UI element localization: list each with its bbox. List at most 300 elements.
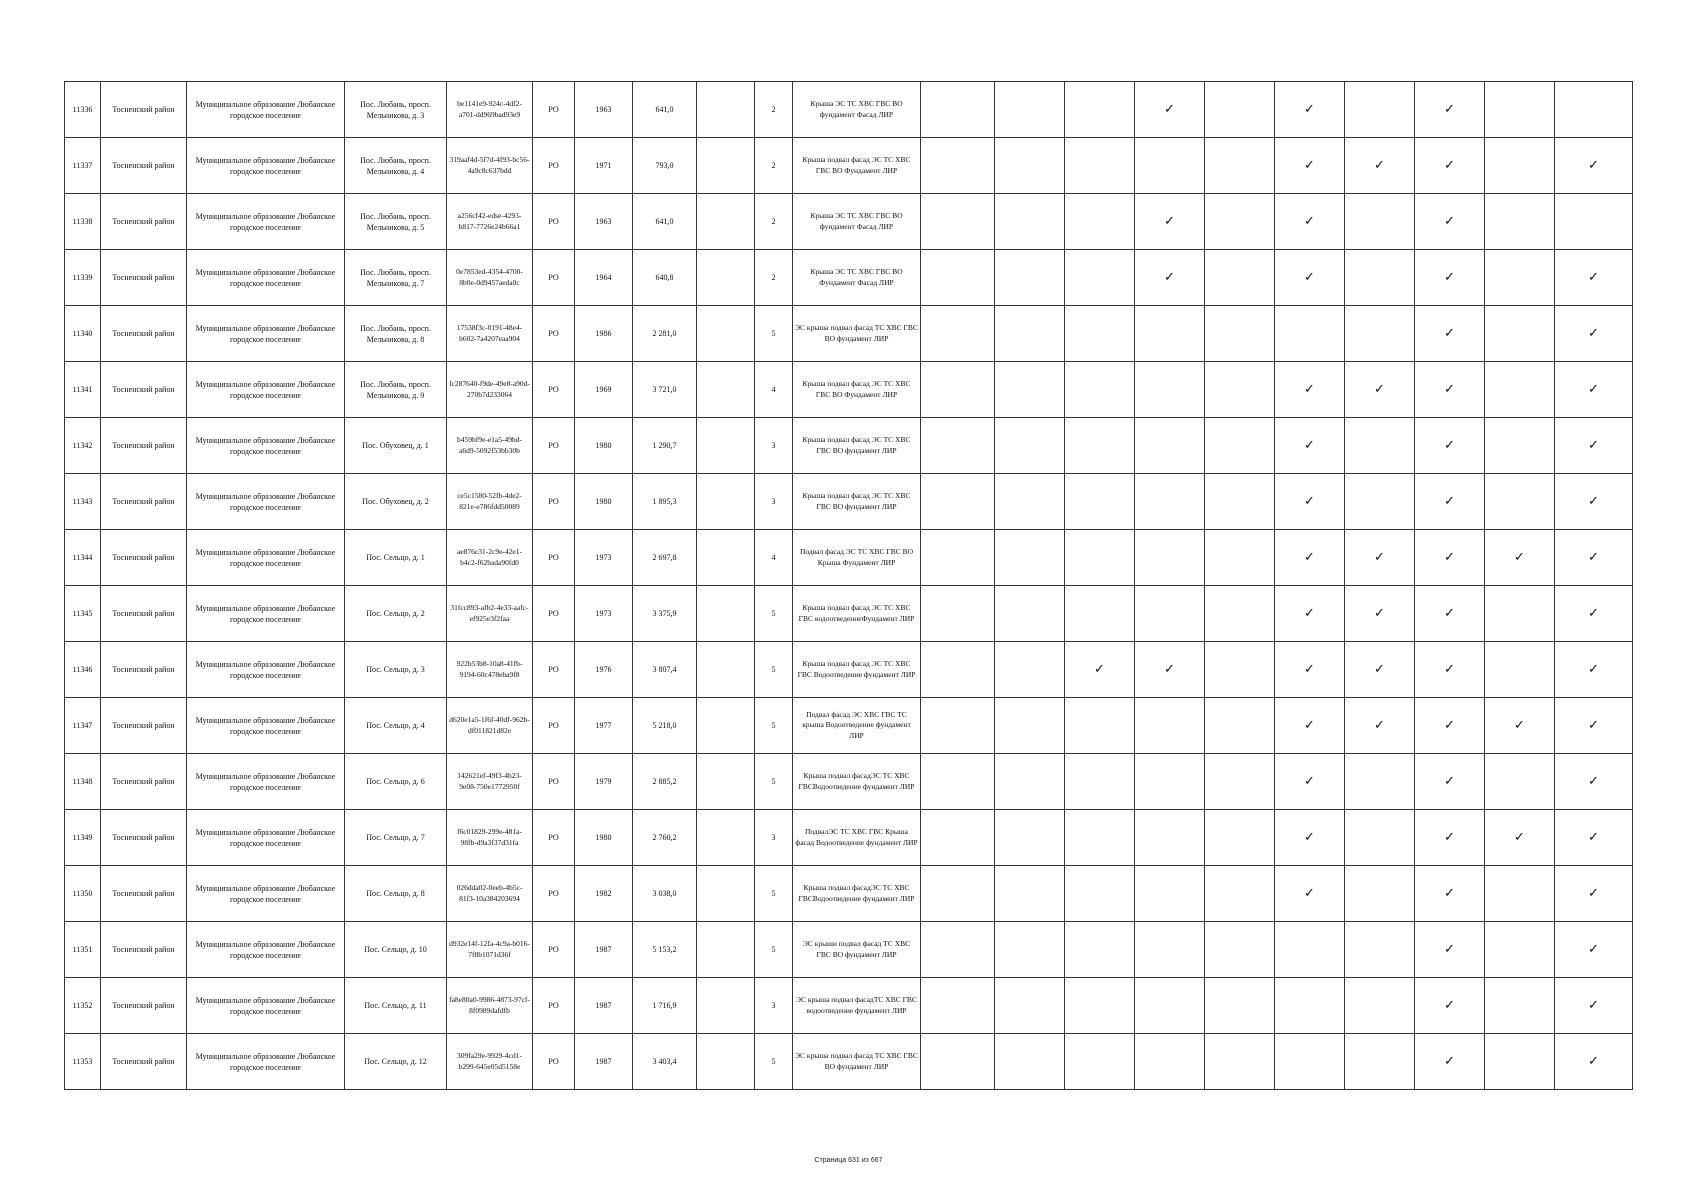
check-mark-cell: ✓ <box>1345 530 1415 586</box>
municipality-cell: Муниципальное образование Любанское городское поселение <box>187 922 345 978</box>
check-mark-cell: ✓ <box>1135 194 1205 250</box>
area-cell: 1 895,3 <box>633 474 697 530</box>
check-mark-cell: ✓ <box>1135 82 1205 138</box>
build-year-cell: 1987 <box>575 978 633 1034</box>
empty-check-cell <box>1135 586 1205 642</box>
empty-check-cell <box>995 362 1065 418</box>
empty-check-cell <box>1485 978 1555 1034</box>
empty-check-cell <box>921 530 995 586</box>
table-row <box>65 530 1633 586</box>
works-list-cell: Крыша подвал фасад ЭС ТС ХВС ГВС ВО фундамент ЛИР <box>793 418 921 474</box>
empty-check-cell <box>1135 810 1205 866</box>
table-row <box>65 810 1633 866</box>
check-mark-cell: ✓ <box>1415 418 1485 474</box>
row-number-cell: 11346 <box>65 642 101 698</box>
build-year-cell: 1973 <box>575 586 633 642</box>
empty-check-cell <box>995 82 1065 138</box>
empty-check-cell <box>1205 754 1275 810</box>
build-year-cell: 1971 <box>575 138 633 194</box>
floors-cell: 3 <box>755 978 793 1034</box>
address-cell: Пос. Обуховец, д. 2 <box>345 474 447 530</box>
empty-check-cell <box>921 754 995 810</box>
build-year-cell: 1973 <box>575 530 633 586</box>
build-year-cell: 1969 <box>575 362 633 418</box>
empty-check-cell <box>1275 978 1345 1034</box>
housing-register-table <box>64 81 1633 1090</box>
area-cell: 1 716,9 <box>633 978 697 1034</box>
fund-type-cell: РО <box>533 418 575 474</box>
empty-check-cell <box>1065 194 1135 250</box>
empty-check-cell <box>995 530 1065 586</box>
table-row <box>65 586 1633 642</box>
build-year-cell: 1976 <box>575 642 633 698</box>
municipality-cell: Муниципальное образование Любанское городское поселение <box>187 754 345 810</box>
empty-check-cell <box>1065 698 1135 754</box>
area-cell: 2 885,2 <box>633 754 697 810</box>
check-mark-cell: ✓ <box>1345 138 1415 194</box>
empty-check-cell <box>1205 194 1275 250</box>
check-mark-cell: ✓ <box>1415 306 1485 362</box>
row-number-cell: 11339 <box>65 250 101 306</box>
check-mark-cell: ✓ <box>1555 474 1633 530</box>
empty-check-cell <box>1345 866 1415 922</box>
empty-check-cell <box>1065 978 1135 1034</box>
empty-cell <box>697 698 755 754</box>
fund-type-cell: РО <box>533 362 575 418</box>
row-number-cell: 11341 <box>65 362 101 418</box>
check-mark-cell: ✓ <box>1415 250 1485 306</box>
build-year-cell: 1980 <box>575 474 633 530</box>
empty-check-cell <box>1345 474 1415 530</box>
empty-check-cell <box>1065 866 1135 922</box>
district-cell: Тосненский район <box>101 810 187 866</box>
empty-check-cell <box>1275 1034 1345 1090</box>
check-mark-cell: ✓ <box>1345 362 1415 418</box>
empty-check-cell <box>1065 138 1135 194</box>
empty-cell <box>697 978 755 1034</box>
check-mark-cell: ✓ <box>1415 194 1485 250</box>
empty-check-cell <box>1555 194 1633 250</box>
check-mark-cell: ✓ <box>1275 754 1345 810</box>
empty-check-cell <box>1485 922 1555 978</box>
empty-check-cell <box>1135 138 1205 194</box>
empty-check-cell <box>1135 922 1205 978</box>
empty-check-cell <box>1065 362 1135 418</box>
build-year-cell: 1964 <box>575 250 633 306</box>
empty-check-cell <box>1205 922 1275 978</box>
house-guid-cell: fa8e80a0-9986-4873-97cf-8f0989dafdfb <box>447 978 533 1034</box>
empty-check-cell <box>1485 82 1555 138</box>
house-guid-cell: ce5c1580-52fb-4de2-821e-e786fdd50089 <box>447 474 533 530</box>
works-list-cell: Подвал фасад ЭС ХВС ГВС ТС крыша Водоотведение фундамент ЛИР <box>793 698 921 754</box>
municipality-cell: Муниципальное образование Любанское городское поселение <box>187 530 345 586</box>
house-guid-cell: be1141e9-924c-4df2-a701-dd969bad93e9 <box>447 82 533 138</box>
check-mark-cell: ✓ <box>1555 418 1633 474</box>
empty-check-cell <box>1205 866 1275 922</box>
row-number-cell: 11338 <box>65 194 101 250</box>
build-year-cell: 1980 <box>575 418 633 474</box>
check-mark-cell: ✓ <box>1415 866 1485 922</box>
check-mark-cell: ✓ <box>1275 698 1345 754</box>
empty-cell <box>697 586 755 642</box>
municipality-cell: Муниципальное образование Любанское городское поселение <box>187 362 345 418</box>
empty-check-cell <box>921 586 995 642</box>
empty-check-cell <box>1205 362 1275 418</box>
empty-cell <box>697 1034 755 1090</box>
check-mark-cell: ✓ <box>1555 642 1633 698</box>
empty-check-cell <box>921 194 995 250</box>
address-cell: Пос. Сельцо, д. 1 <box>345 530 447 586</box>
works-list-cell: Крыша подвал фасад ЭС ТС ХВС ГВС водоотведениеФундамент ЛИР <box>793 586 921 642</box>
empty-check-cell <box>995 306 1065 362</box>
works-list-cell: Крыша ЭС ТС ХВС ГВС ВО фундамент Фасад ЛИР <box>793 194 921 250</box>
table-row <box>65 698 1633 754</box>
municipality-cell: Муниципальное образование Любанское городское поселение <box>187 810 345 866</box>
check-mark-cell: ✓ <box>1275 530 1345 586</box>
empty-check-cell <box>995 586 1065 642</box>
row-number-cell: 11342 <box>65 418 101 474</box>
empty-check-cell <box>1065 530 1135 586</box>
floors-cell: 3 <box>755 418 793 474</box>
floors-cell: 5 <box>755 698 793 754</box>
district-cell: Тосненский район <box>101 250 187 306</box>
area-cell: 641,0 <box>633 194 697 250</box>
empty-check-cell <box>1065 1034 1135 1090</box>
table-body <box>65 82 1633 1090</box>
empty-check-cell <box>1275 922 1345 978</box>
works-list-cell: ЭС крыша подвал фасад ТС ХВС ГВС ВО фундамент ЛИР <box>793 306 921 362</box>
check-mark-cell: ✓ <box>1555 978 1633 1034</box>
row-number-cell: 11350 <box>65 866 101 922</box>
row-number-cell: 11343 <box>65 474 101 530</box>
empty-check-cell <box>921 642 995 698</box>
area-cell: 3 038,0 <box>633 866 697 922</box>
table-row <box>65 642 1633 698</box>
empty-check-cell <box>1135 866 1205 922</box>
works-list-cell: ЭС крыша подвал фасадТС ХВС ГВС водоотведение фундамент ЛИР <box>793 978 921 1034</box>
address-cell: Пос. Любань, просп. Мельникова, д. 9 <box>345 362 447 418</box>
fund-type-cell: РО <box>533 194 575 250</box>
page-footer: Страница 631 из 667 <box>814 1157 883 1164</box>
check-mark-cell: ✓ <box>1275 866 1345 922</box>
municipality-cell: Муниципальное образование Любанское городское поселение <box>187 586 345 642</box>
empty-check-cell <box>1135 530 1205 586</box>
floors-cell: 5 <box>755 642 793 698</box>
area-cell: 2 697,8 <box>633 530 697 586</box>
check-mark-cell: ✓ <box>1275 586 1345 642</box>
check-mark-cell: ✓ <box>1275 642 1345 698</box>
fund-type-cell: РО <box>533 866 575 922</box>
empty-check-cell <box>921 1034 995 1090</box>
check-mark-cell: ✓ <box>1275 474 1345 530</box>
empty-check-cell <box>1485 474 1555 530</box>
area-cell: 3 721,0 <box>633 362 697 418</box>
empty-cell <box>697 866 755 922</box>
check-mark-cell: ✓ <box>1275 810 1345 866</box>
fund-type-cell: РО <box>533 922 575 978</box>
works-list-cell: Подвал фасад ЭС ТС ХВС ГВС ВО Крыша Фундамент ЛИР <box>793 530 921 586</box>
build-year-cell: 1982 <box>575 866 633 922</box>
empty-check-cell <box>1485 194 1555 250</box>
check-mark-cell: ✓ <box>1415 82 1485 138</box>
empty-check-cell <box>921 418 995 474</box>
district-cell: Тосненский район <box>101 922 187 978</box>
empty-check-cell <box>1065 810 1135 866</box>
address-cell: Пос. Сельцо, д. 10 <box>345 922 447 978</box>
district-cell: Тосненский район <box>101 474 187 530</box>
address-cell: Пос. Сельцо, д. 8 <box>345 866 447 922</box>
empty-check-cell <box>921 82 995 138</box>
build-year-cell: 1979 <box>575 754 633 810</box>
empty-cell <box>697 138 755 194</box>
works-list-cell: ЭС крыша подвал фасад ТС ХВС ГВС ВО фундамент ЛИР <box>793 1034 921 1090</box>
check-mark-cell: ✓ <box>1275 194 1345 250</box>
municipality-cell: Муниципальное образование Любанское городское поселение <box>187 866 345 922</box>
check-mark-cell: ✓ <box>1065 642 1135 698</box>
address-cell: Пос. Любань, просп. Мельникова, д. 8 <box>345 306 447 362</box>
empty-check-cell <box>1345 418 1415 474</box>
fund-type-cell: РО <box>533 1034 575 1090</box>
empty-check-cell <box>995 922 1065 978</box>
area-cell: 2 281,0 <box>633 306 697 362</box>
check-mark-cell: ✓ <box>1345 586 1415 642</box>
area-cell: 5 153,2 <box>633 922 697 978</box>
house-guid-cell: 142621ef-49f3-4b23-9e08-750e1772950f <box>447 754 533 810</box>
table-row <box>65 82 1633 138</box>
fund-type-cell: РО <box>533 810 575 866</box>
row-number-cell: 11347 <box>65 698 101 754</box>
check-mark-cell: ✓ <box>1555 866 1633 922</box>
empty-cell <box>697 250 755 306</box>
table-row <box>65 250 1633 306</box>
empty-check-cell <box>1485 866 1555 922</box>
row-number-cell: 11352 <box>65 978 101 1034</box>
check-mark-cell: ✓ <box>1555 810 1633 866</box>
municipality-cell: Муниципальное образование Любанское городское поселение <box>187 138 345 194</box>
check-mark-cell: ✓ <box>1485 530 1555 586</box>
check-mark-cell: ✓ <box>1275 250 1345 306</box>
area-cell: 1 290,7 <box>633 418 697 474</box>
empty-check-cell <box>1345 810 1415 866</box>
municipality-cell: Муниципальное образование Любанское городское поселение <box>187 978 345 1034</box>
area-cell: 641,0 <box>633 82 697 138</box>
empty-check-cell <box>921 306 995 362</box>
empty-check-cell <box>1205 642 1275 698</box>
empty-check-cell <box>1205 82 1275 138</box>
empty-check-cell <box>995 754 1065 810</box>
check-mark-cell: ✓ <box>1275 418 1345 474</box>
empty-check-cell <box>1135 1034 1205 1090</box>
works-list-cell: Крыша ЭС ТС ХВС ГВС ВО Фундамент Фасад ЛИР <box>793 250 921 306</box>
build-year-cell: 1987 <box>575 1034 633 1090</box>
area-cell: 3 403,4 <box>633 1034 697 1090</box>
municipality-cell: Муниципальное образование Любанское городское поселение <box>187 306 345 362</box>
empty-cell <box>697 306 755 362</box>
fund-type-cell: РО <box>533 586 575 642</box>
empty-check-cell <box>1065 586 1135 642</box>
district-cell: Тосненский район <box>101 642 187 698</box>
check-mark-cell: ✓ <box>1555 362 1633 418</box>
floors-cell: 5 <box>755 922 793 978</box>
empty-check-cell <box>1275 306 1345 362</box>
check-mark-cell: ✓ <box>1555 922 1633 978</box>
address-cell: Пос. Обуховец, д. 1 <box>345 418 447 474</box>
municipality-cell: Муниципальное образование Любанское городское поселение <box>187 418 345 474</box>
municipality-cell: Муниципальное образование Любанское городское поселение <box>187 642 345 698</box>
house-guid-cell: 31fcc893-afb2-4e33-aafc-ef925e3f2faa <box>447 586 533 642</box>
check-mark-cell: ✓ <box>1555 138 1633 194</box>
empty-check-cell <box>995 194 1065 250</box>
empty-cell <box>697 194 755 250</box>
empty-check-cell <box>1345 1034 1415 1090</box>
table-row <box>65 138 1633 194</box>
fund-type-cell: РО <box>533 306 575 362</box>
check-mark-cell: ✓ <box>1415 698 1485 754</box>
empty-check-cell <box>921 922 995 978</box>
check-mark-cell: ✓ <box>1555 754 1633 810</box>
empty-check-cell <box>1135 978 1205 1034</box>
fund-type-cell: РО <box>533 474 575 530</box>
table-row <box>65 1034 1633 1090</box>
empty-check-cell <box>1135 698 1205 754</box>
area-cell: 3 375,9 <box>633 586 697 642</box>
empty-check-cell <box>1345 194 1415 250</box>
empty-check-cell <box>1485 642 1555 698</box>
empty-check-cell <box>921 362 995 418</box>
district-cell: Тосненский район <box>101 754 187 810</box>
table-row <box>65 194 1633 250</box>
empty-check-cell <box>921 138 995 194</box>
empty-check-cell <box>1065 306 1135 362</box>
fund-type-cell: РО <box>533 978 575 1034</box>
fund-type-cell: РО <box>533 82 575 138</box>
check-mark-cell: ✓ <box>1485 810 1555 866</box>
address-cell: Пос. Любань, просп. Мельникова, д. 7 <box>345 250 447 306</box>
empty-check-cell <box>1065 82 1135 138</box>
empty-check-cell <box>995 978 1065 1034</box>
empty-check-cell <box>995 250 1065 306</box>
district-cell: Тосненский район <box>101 82 187 138</box>
district-cell: Тосненский район <box>101 866 187 922</box>
check-mark-cell: ✓ <box>1415 922 1485 978</box>
empty-check-cell <box>1205 586 1275 642</box>
works-list-cell: ЭС крыши подвал фасад ТС ХВС ГВС ВО фундамент ЛИР <box>793 922 921 978</box>
row-number-cell: 11351 <box>65 922 101 978</box>
empty-check-cell <box>1205 250 1275 306</box>
check-mark-cell: ✓ <box>1555 586 1633 642</box>
district-cell: Тосненский район <box>101 978 187 1034</box>
municipality-cell: Муниципальное образование Любанское городское поселение <box>187 82 345 138</box>
empty-check-cell <box>1485 586 1555 642</box>
floors-cell: 5 <box>755 586 793 642</box>
works-list-cell: Крыша подвал фасад ЭС ТС ХВС ГВС ВО Фундамент ЛИР <box>793 362 921 418</box>
district-cell: Тосненский район <box>101 194 187 250</box>
address-cell: Пос. Сельцо, д. 12 <box>345 1034 447 1090</box>
empty-check-cell <box>1205 138 1275 194</box>
check-mark-cell: ✓ <box>1485 698 1555 754</box>
empty-check-cell <box>995 138 1065 194</box>
empty-check-cell <box>995 474 1065 530</box>
empty-cell <box>697 530 755 586</box>
area-cell: 640,8 <box>633 250 697 306</box>
empty-check-cell <box>921 866 995 922</box>
row-number-cell: 11344 <box>65 530 101 586</box>
municipality-cell: Муниципальное образование Любанское городское поселение <box>187 194 345 250</box>
empty-check-cell <box>1205 306 1275 362</box>
check-mark-cell: ✓ <box>1415 586 1485 642</box>
district-cell: Тосненский район <box>101 362 187 418</box>
check-mark-cell: ✓ <box>1415 530 1485 586</box>
check-mark-cell: ✓ <box>1415 138 1485 194</box>
floors-cell: 5 <box>755 1034 793 1090</box>
empty-check-cell <box>1345 754 1415 810</box>
empty-cell <box>697 642 755 698</box>
empty-check-cell <box>1065 754 1135 810</box>
row-number-cell: 11349 <box>65 810 101 866</box>
empty-check-cell <box>921 810 995 866</box>
row-number-cell: 11348 <box>65 754 101 810</box>
address-cell: Пос. Сельцо, д. 2 <box>345 586 447 642</box>
empty-check-cell <box>1485 362 1555 418</box>
check-mark-cell: ✓ <box>1555 698 1633 754</box>
empty-check-cell <box>995 698 1065 754</box>
works-list-cell: ПодвалЭС ТС ХВС ГВС Крыша фасад Водоотведение фундамент ЛИР <box>793 810 921 866</box>
empty-check-cell <box>1485 306 1555 362</box>
empty-cell <box>697 754 755 810</box>
fund-type-cell: РО <box>533 530 575 586</box>
house-guid-cell: b459bf9e-e1a5-49bd-a6d9-5092f53bb30b <box>447 418 533 474</box>
municipality-cell: Муниципальное образование Любанское городское поселение <box>187 1034 345 1090</box>
build-year-cell: 1977 <box>575 698 633 754</box>
check-mark-cell: ✓ <box>1345 642 1415 698</box>
build-year-cell: 1986 <box>575 306 633 362</box>
floors-cell: 3 <box>755 810 793 866</box>
empty-check-cell <box>1205 418 1275 474</box>
empty-check-cell <box>1345 82 1415 138</box>
table-row <box>65 306 1633 362</box>
fund-type-cell: РО <box>533 642 575 698</box>
floors-cell: 5 <box>755 754 793 810</box>
row-number-cell: 11353 <box>65 1034 101 1090</box>
area-cell: 3 807,4 <box>633 642 697 698</box>
empty-check-cell <box>921 978 995 1034</box>
check-mark-cell: ✓ <box>1135 642 1205 698</box>
address-cell: Пос. Сельцо, д. 3 <box>345 642 447 698</box>
municipality-cell: Муниципальное образование Любанское городское поселение <box>187 250 345 306</box>
empty-check-cell <box>1345 922 1415 978</box>
address-cell: Пос. Сельцо, д. 11 <box>345 978 447 1034</box>
floors-cell: 3 <box>755 474 793 530</box>
empty-check-cell <box>1345 978 1415 1034</box>
empty-cell <box>697 474 755 530</box>
table-row <box>65 978 1633 1034</box>
table-row <box>65 866 1633 922</box>
check-mark-cell: ✓ <box>1275 362 1345 418</box>
empty-check-cell <box>1485 250 1555 306</box>
empty-check-cell <box>995 642 1065 698</box>
empty-check-cell <box>1135 474 1205 530</box>
floors-cell: 2 <box>755 82 793 138</box>
fund-type-cell: РО <box>533 250 575 306</box>
district-cell: Тосненский район <box>101 1034 187 1090</box>
works-list-cell: Крыша подвал фасад ЭС ТС ХВС ГВС Водоотведение фундамент ЛИР <box>793 642 921 698</box>
fund-type-cell: РО <box>533 138 575 194</box>
works-list-cell: Крыша подвал фасад ЭС ТС ХВС ГВС ВО фундамент ЛИР <box>793 474 921 530</box>
works-list-cell: Крыша подвал фасадЭС ТС ХВС ГВСВодоотведение фундамент ЛИР <box>793 754 921 810</box>
check-mark-cell: ✓ <box>1415 754 1485 810</box>
district-cell: Тосненский район <box>101 138 187 194</box>
area-cell: 793,0 <box>633 138 697 194</box>
